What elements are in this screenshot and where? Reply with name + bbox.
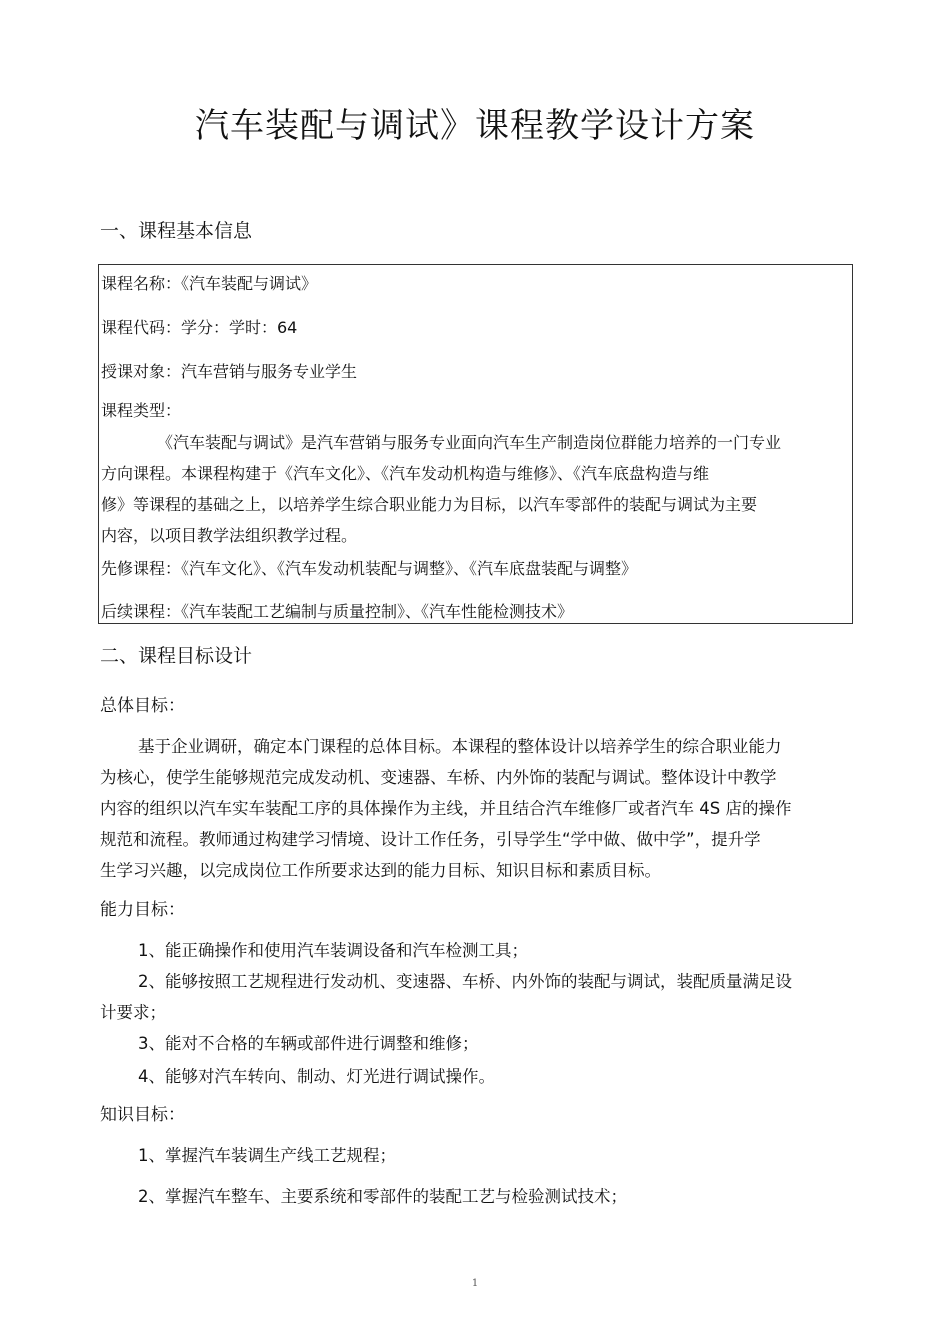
paragraph-line: 内容的组织以汽车实车装配工序的具体操作为主线，并且结合汽车维修厂或者汽车 4S 店的操作 <box>100 799 792 818</box>
overall-goal-label: 总体目标： <box>100 696 185 716</box>
overall-goal-paragraph <box>100 731 860 886</box>
description-line: 《汽车装配与调试》是汽车营销与服务专业面向汽车生产制造岗位群能力培养的一门专业 <box>157 433 782 452</box>
list-item: 4、能够对汽车转向、制动、灯光进行调试操作。 <box>138 1067 495 1086</box>
course-description <box>101 427 851 551</box>
section-heading-objectives: 二、课程目标设计 <box>100 645 253 667</box>
course-audience: 授课对象：汽车营销与服务专业学生 <box>101 362 358 381</box>
document-title: 汽车装配与调试》课程教学设计方案 <box>195 106 755 146</box>
list-item: 1、能正确操作和使用汽车装调设备和汽车检测工具； <box>138 941 528 960</box>
description-line: 方向课程。本课程构建于《汽车文化》、《汽车发动机构造与维修》、《汽车底盘构造与维 <box>101 464 710 483</box>
section-heading-basic-info: 一、课程基本信息 <box>100 220 253 242</box>
course-code: 课程代码：学分：学时：64 <box>101 318 298 337</box>
description-line: 修》等课程的基础之上，以培养学生综合职业能力为目标，以汽车零部件的装配与调试为主要 <box>101 495 758 514</box>
followup-courses: 后续课程：《汽车装配工艺编制与质量控制》、《汽车性能检测技术》 <box>101 602 574 621</box>
list-item-continuation: 计要求； <box>100 1003 166 1022</box>
knowledge-goal-label: 知识目标： <box>100 1105 185 1125</box>
list-item: 1、掌握汽车装调生产线工艺规程； <box>138 1146 396 1165</box>
paragraph-line: 生学习兴趣，以完成岗位工作所要求达到的能力目标、知识目标和素质目标。 <box>100 861 661 880</box>
ability-item <box>100 966 860 1028</box>
page-number: 1 <box>471 1278 479 1289</box>
list-item: 2、能够按照工艺规程进行发动机、变速器、车桥、内外饰的装配与调试，装配质量满足设 <box>138 972 792 991</box>
prerequisite-courses: 先修课程：《汽车文化》、《汽车发动机装配与调整》、《汽车底盘装配与调整》 <box>101 559 638 578</box>
ability-item <box>100 935 860 966</box>
ability-item <box>100 1028 860 1059</box>
paragraph-line: 为核心，使学生能够规范完成发动机、变速器、车桥、内外饰的装配与调试。整体设计中教学 <box>100 768 777 787</box>
knowledge-item <box>100 1140 860 1171</box>
course-name: 课程名称：《汽车装配与调试》 <box>101 274 318 293</box>
ability-goal-label: 能力目标： <box>100 900 185 920</box>
list-item: 2、掌握汽车整车、主要系统和零部件的装配工艺与检验测试技术； <box>138 1187 627 1206</box>
ability-item <box>100 1061 860 1092</box>
course-type-label: 课程类型： <box>101 401 182 420</box>
description-line: 内容，以项目教学法组织教学过程。 <box>101 526 358 545</box>
course-info-box <box>98 264 853 624</box>
paragraph-line: 基于企业调研，确定本门课程的总体目标。本课程的整体设计以培养学生的综合职业能力 <box>138 737 782 756</box>
knowledge-item <box>100 1181 860 1212</box>
paragraph-line: 规范和流程。教师通过构建学习情境、设计工作任务，引导学生“学中做、做中学”，提升学 <box>100 830 761 849</box>
list-item: 3、能对不合格的车辆或部件进行调整和维修； <box>138 1034 479 1053</box>
